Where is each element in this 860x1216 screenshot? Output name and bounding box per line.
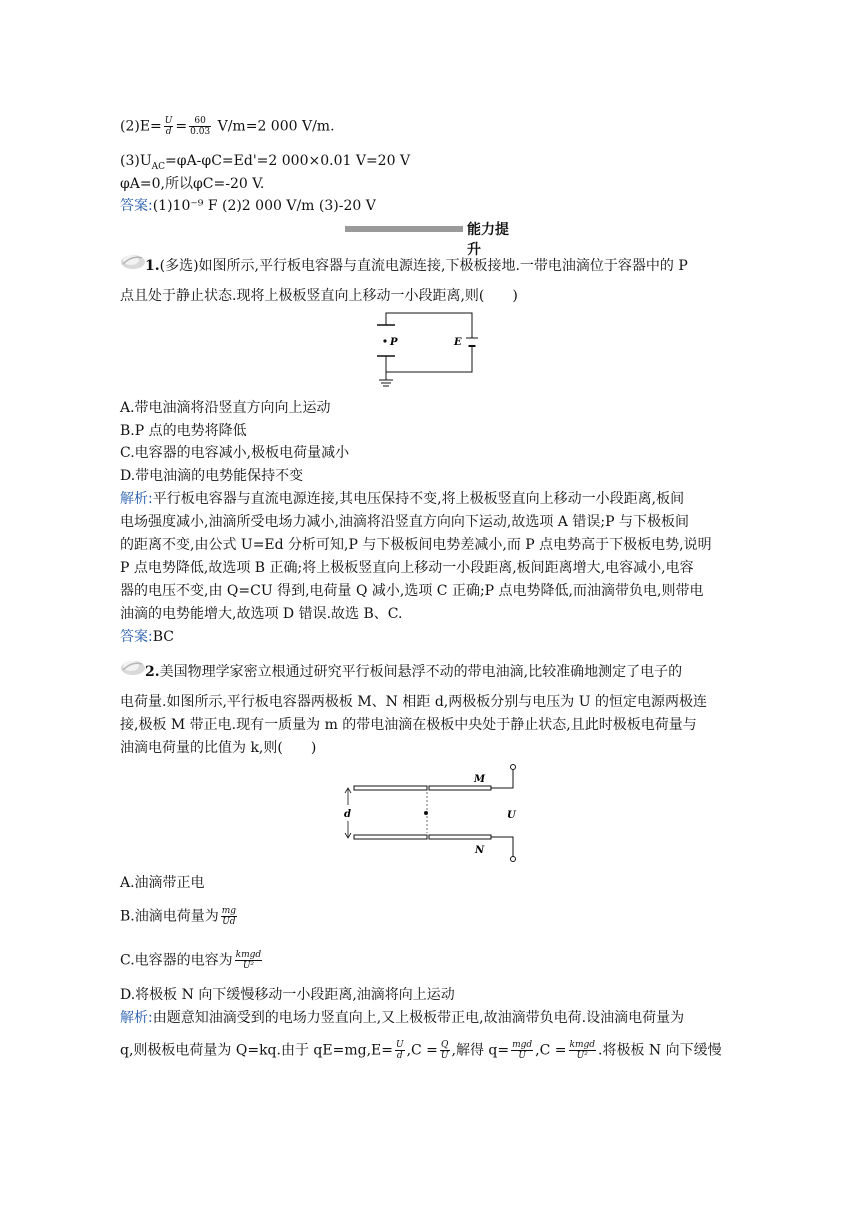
q2-line-4: 油滴电荷量的比值为 k,则( ) xyxy=(120,740,317,756)
fraction: $\frac{\text{mgd}}{U}$ xyxy=(512,1040,533,1061)
answer-label: 答案: xyxy=(120,629,153,645)
q1-analysis-line-3: 的距离不变,由公式 U=Ed 分析可知,P 与下极板间电势差减小,而 P 点电势高于下极板电势,说明 xyxy=(120,537,712,553)
solution-line-2: (2)E= $\frac{U}{d}$ = $\frac{60}{0.03}$ V/m=2 000 V/m. xyxy=(120,116,335,137)
fig-label-p: P xyxy=(390,337,398,348)
q1-analysis-line-4: P 点电势降低,故选项 B 正确;将上极板竖直向上移动一小段距离,板间距离增大,电容减小,电容 xyxy=(120,560,694,576)
q1-option-c: C.电容器的电容减小,极板电荷量减小 xyxy=(120,445,350,461)
fraction: $\frac{U}{d}$ xyxy=(164,116,173,137)
fig-label-n: N xyxy=(475,845,485,856)
fraction: $\frac{\text{kmgd}}{\text{U²}}$ xyxy=(569,1040,596,1061)
question-number: 1. xyxy=(145,258,160,274)
fig-label-e: E xyxy=(454,337,462,348)
question-icon xyxy=(120,658,146,676)
section-header xyxy=(345,219,520,258)
section-bar xyxy=(345,226,463,232)
q2-option-a: A.油滴带正电 xyxy=(120,875,205,891)
section-title: 能力提升 xyxy=(467,222,509,258)
q2-line-1: 2.美国物理学家密立根通过研究平行板间悬浮不动的带电油滴,比较准确地测定了电子的 xyxy=(145,664,683,680)
q1-line-1: 1.(多选)如图所示,平行板电容器与直流电源连接,下极板接地.一带电油滴位于容器中的 P xyxy=(145,258,688,274)
q1-analysis-line-2: 电场强度减小,油滴所受电场力减小,油滴将沿竖直方向向下运动,故选项 A 错误;P 与下极板间 xyxy=(120,514,689,530)
q1-option-a: A.带电油滴将沿竖直方向向上运动 xyxy=(120,400,331,416)
droplet-dot xyxy=(383,339,386,342)
fraction: $\frac{mg}{Ud}$ xyxy=(221,906,237,927)
fraction: $\frac{\text{kmgd}}{\text{U²}}$ xyxy=(235,950,262,971)
droplet-dot xyxy=(424,811,428,815)
q1-analysis-line-5: 器的电压不变,由 Q=CU 得到,电荷量 Q 减小,选项 C 正确;P 点电势降低,而油滴带负电,则带电 xyxy=(120,583,704,599)
fraction: $\frac{Q}{U}$ xyxy=(440,1040,449,1061)
fraction: $\frac{60}{0.03}$ xyxy=(190,116,211,137)
q1-analysis-line-6: 油滴的电势能增大,故选项 D 错误.故选 B、C. xyxy=(120,606,403,622)
answer-text: BC xyxy=(152,629,174,645)
analysis-label: 解析: xyxy=(120,491,153,507)
answer-label: 答案: xyxy=(120,198,153,214)
formula-text: (2)E= xyxy=(120,118,162,135)
q2-line-2: 电荷量.如图所示,平行板电容器两极板 M、N 相距 d,两极板分别与电压为 U 的恒定电源两极连 xyxy=(120,694,707,710)
question-icon xyxy=(120,252,146,270)
q1-option-b: B.P 点的电势将降低 xyxy=(120,423,247,439)
answer-text: (1)10⁻⁹ F (2)2 000 V/m (3)-20 V xyxy=(152,198,376,214)
fig-label-u: U xyxy=(507,810,516,821)
fraction: $\frac{U}{d}$ xyxy=(395,1040,404,1061)
analysis-label: 解析: xyxy=(120,1010,153,1026)
answer-line xyxy=(120,196,376,216)
solution-line-3: $(3)U_{AC}=\varphi A-\varphi C=Ed'=2$ 000×0.01 V=20 V xyxy=(120,153,411,172)
q2-analysis-line-2: q,则极板电荷量为 Q=kq.由于 qE=mg,E= $\frac{U}{d}$ ,C = $\frac{Q}{U}$ ,解得 q= $\frac{\text{mgd}}{U}$ ,C = $\frac{\text{kmgd}}{\text{U²}}$ .将极板 N 向下缓慢 xyxy=(120,1040,722,1061)
q1-answer-line xyxy=(120,627,174,647)
q1-circuit-figure xyxy=(370,308,480,392)
q2-option-b: B.油滴电荷量为 $\frac{mg}{Ud}$ xyxy=(120,906,237,927)
fig-label-d: d xyxy=(344,809,351,820)
q1-analysis-line-1: 解析:平行板电容器与直流电源连接,其电压保持不变,将上极板竖直向上移动一小段距离,板间 xyxy=(120,491,685,507)
q2-capacitor-figure xyxy=(338,762,520,864)
q2-line-3: 接,极板 M 带正电.现有一质量为 m 的带电油滴在极板中央处于静止状态,且此时极板电荷量与 xyxy=(120,717,697,733)
q2-analysis-line-1: 解析:由题意知油滴受到的电场力竖直向上,又上极板带正电,故油滴带负电荷.设油滴电荷量为 xyxy=(120,1010,685,1026)
q2-option-d: D.将极板 N 向下缓慢移动一小段距离,油滴将向上运动 xyxy=(120,987,455,1003)
q1-line-2: 点且处于静止状态.现将上极板竖直向上移动一小段距离,则( ) xyxy=(120,288,518,304)
q1-option-d: D.带电油滴的电势能保持不变 xyxy=(120,468,304,484)
fig-label-m: M xyxy=(474,774,486,785)
q2-option-c: C.电容器的电容为 $\frac{\text{kmgd}}{\text{U²}}$ xyxy=(120,950,262,971)
question-number: 2. xyxy=(145,664,160,680)
solution-line-4: φA=0,所以φC=-20 V. xyxy=(120,176,265,192)
